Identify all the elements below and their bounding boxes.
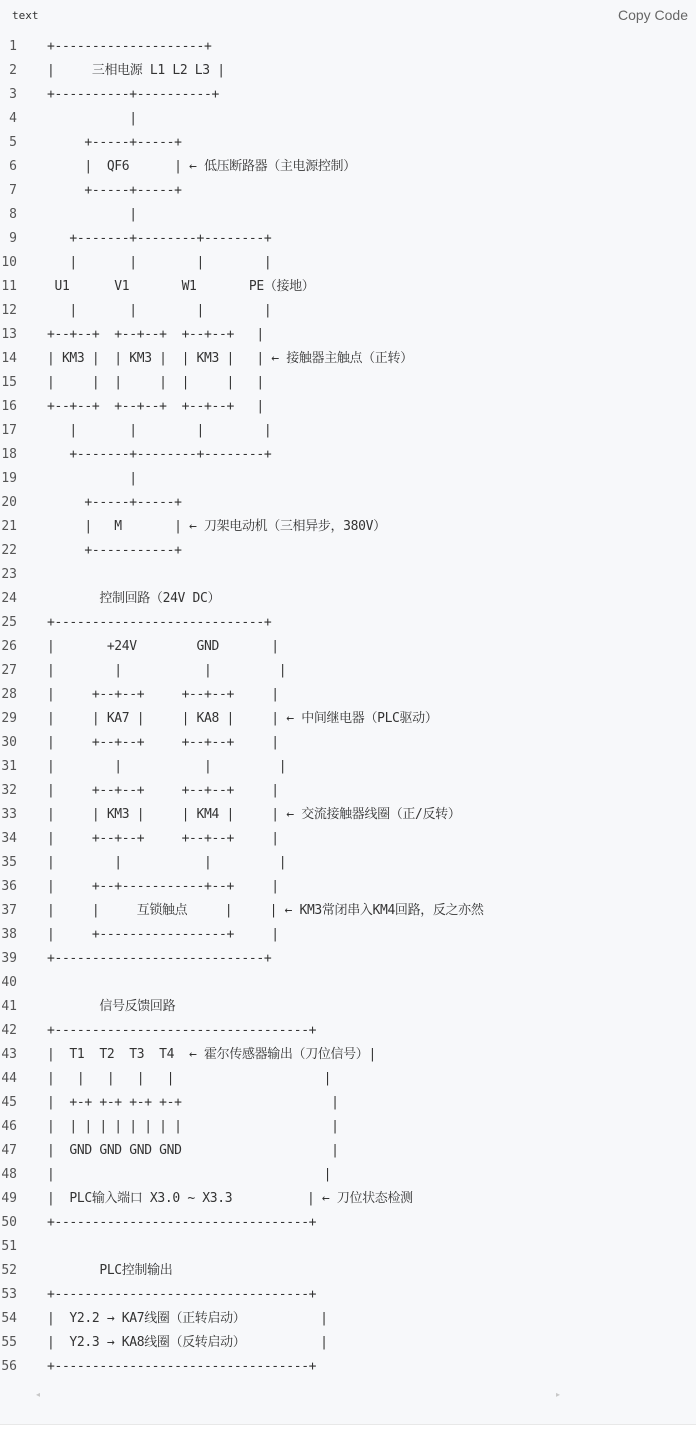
line-text: | KM3 | | KM3 | | KM3 | | ← 接触器主触点（正转） <box>47 351 413 366</box>
line-number: 5 <box>9 135 17 150</box>
line-number: 48 <box>1 1167 17 1182</box>
line-text: | | <box>47 1167 332 1182</box>
line-text: +----------+----------+ <box>47 87 219 102</box>
code-line <box>0 179 696 203</box>
code-line <box>0 899 696 923</box>
line-number: 53 <box>1 1287 17 1302</box>
code-line <box>0 611 696 635</box>
line-text: | | | | <box>47 759 287 774</box>
scroll-right-arrow-icon[interactable]: ▸ <box>555 1390 560 1399</box>
line-number: 46 <box>1 1119 17 1134</box>
code-header <box>0 0 696 34</box>
line-number: 10 <box>1 255 17 270</box>
line-number: 17 <box>1 423 17 438</box>
line-number: 14 <box>1 351 17 366</box>
line-number: 54 <box>1 1311 17 1326</box>
line-text: U1 V1 W1 PE（接地） <box>47 279 315 294</box>
code-line <box>0 683 696 707</box>
line-number: 6 <box>9 159 17 174</box>
code-line <box>0 467 696 491</box>
line-number: 31 <box>1 759 17 774</box>
line-text: | | | | <box>47 303 272 318</box>
line-text: +--+--+ +--+--+ +--+--+ | <box>47 327 264 342</box>
code-line <box>0 1139 696 1163</box>
code-content[interactable] <box>0 34 696 1404</box>
line-text: +-----------+ <box>47 543 182 558</box>
horizontal-scrollbar[interactable] <box>36 1390 560 1400</box>
line-text: +----------------------------+ <box>47 615 272 630</box>
line-text: +----------------------------------+ <box>47 1287 317 1302</box>
code-line <box>0 203 696 227</box>
line-number: 18 <box>1 447 17 462</box>
line-number: 41 <box>1 999 17 1014</box>
line-text: 信号反馈回路 <box>47 999 176 1014</box>
line-number: 24 <box>1 591 17 606</box>
line-number: 19 <box>1 471 17 486</box>
code-line <box>0 539 696 563</box>
code-line <box>0 299 696 323</box>
line-text: | | | | <box>47 663 287 678</box>
line-number: 11 <box>1 279 17 294</box>
line-text: +-----+-----+ <box>47 495 182 510</box>
line-number: 32 <box>1 783 17 798</box>
line-number: 2 <box>9 63 17 78</box>
line-number: 15 <box>1 375 17 390</box>
code-line <box>0 1259 696 1283</box>
scroll-left-arrow-icon[interactable]: ◂ <box>36 1390 41 1399</box>
line-number: 43 <box>1 1047 17 1062</box>
code-line <box>0 251 696 275</box>
line-text: +-----+-----+ <box>47 183 182 198</box>
line-text: | | 互锁触点 | | ← KM3常闭串入KM4回路，反之亦然 <box>47 903 484 918</box>
line-number: 42 <box>1 1023 17 1038</box>
line-text: | | | | <box>47 255 272 270</box>
line-number: 37 <box>1 903 17 918</box>
line-text: | | | | <box>47 855 287 870</box>
code-line <box>0 1355 696 1379</box>
line-text: +----------------------------+ <box>47 951 272 966</box>
line-text: | GND GND GND GND | <box>47 1143 339 1158</box>
line-number: 51 <box>1 1239 17 1254</box>
code-line <box>0 779 696 803</box>
code-line <box>0 347 696 371</box>
line-text: +----------------------------------+ <box>47 1023 317 1038</box>
line-number: 1 <box>9 39 17 54</box>
code-line <box>0 803 696 827</box>
line-number: 12 <box>1 303 17 318</box>
line-text: | | KA7 | | KA8 | | ← 中间继电器（PLC驱动） <box>47 711 438 726</box>
line-number: 50 <box>1 1215 17 1230</box>
line-text: | +24V GND | <box>47 639 279 654</box>
code-line <box>0 659 696 683</box>
line-number: 23 <box>1 567 17 582</box>
code-line <box>0 827 696 851</box>
code-line <box>0 1307 696 1331</box>
code-line <box>0 107 696 131</box>
line-text: PLC控制输出 <box>47 1263 173 1278</box>
line-text: | +--+-----------+--+ | <box>47 879 279 894</box>
code-line <box>0 59 696 83</box>
code-line <box>0 1235 696 1259</box>
code-line <box>0 83 696 107</box>
line-number: 21 <box>1 519 17 534</box>
line-number: 45 <box>1 1095 17 1110</box>
line-text: | <box>47 471 137 486</box>
code-line <box>0 1043 696 1067</box>
line-number: 27 <box>1 663 17 678</box>
line-text: | 三相电源 L1 L2 L3 | <box>47 63 225 78</box>
line-number: 38 <box>1 927 17 942</box>
line-number: 56 <box>1 1359 17 1374</box>
line-text: +----------------------------------+ <box>47 1215 317 1230</box>
line-text: | Y2.2 → KA7线圈（正转启动） | <box>47 1311 328 1326</box>
line-text: | +--+--+ +--+--+ | <box>47 687 279 702</box>
code-line <box>0 1187 696 1211</box>
line-text: +--+--+ +--+--+ +--+--+ | <box>47 399 264 414</box>
line-number: 13 <box>1 327 17 342</box>
line-text: | +-+ +-+ +-+ +-+ | <box>47 1095 339 1110</box>
line-text: | +--+--+ +--+--+ | <box>47 831 279 846</box>
code-line <box>0 1163 696 1187</box>
line-text: | Y2.3 → KA8线圈（反转启动） | <box>47 1335 328 1350</box>
line-number: 33 <box>1 807 17 822</box>
line-number: 16 <box>1 399 17 414</box>
line-number: 40 <box>1 975 17 990</box>
code-line <box>0 1115 696 1139</box>
line-number: 22 <box>1 543 17 558</box>
code-line <box>0 1283 696 1307</box>
language-label: text <box>12 9 39 22</box>
line-text: | PLC输入端口 X3.0 ~ X3.3 | ← 刀位状态检测 <box>47 1191 413 1206</box>
code-line <box>0 323 696 347</box>
code-line <box>0 851 696 875</box>
line-text: 控制回路（24V DC） <box>47 591 221 606</box>
code-line <box>0 35 696 59</box>
code-line <box>0 443 696 467</box>
line-number: 39 <box>1 951 17 966</box>
code-line <box>0 395 696 419</box>
code-line <box>0 1019 696 1043</box>
code-line <box>0 995 696 1019</box>
line-number: 7 <box>9 183 17 198</box>
line-number: 36 <box>1 879 17 894</box>
line-number: 49 <box>1 1191 17 1206</box>
line-number: 44 <box>1 1071 17 1086</box>
line-text: | | KM3 | | KM4 | | ← 交流接触器线圈（正/反转） <box>47 807 461 822</box>
code-line <box>0 947 696 971</box>
line-number: 4 <box>9 111 17 126</box>
line-number: 29 <box>1 711 17 726</box>
code-line <box>0 491 696 515</box>
line-text: | | | | <box>47 423 272 438</box>
line-number: 3 <box>9 87 17 102</box>
code-line <box>0 755 696 779</box>
code-line <box>0 587 696 611</box>
code-line <box>0 515 696 539</box>
code-line <box>0 227 696 251</box>
line-number: 52 <box>1 1263 17 1278</box>
code-line <box>0 1211 696 1235</box>
line-number: 8 <box>9 207 17 222</box>
line-text: | | | | | | | | | | <box>47 1119 339 1134</box>
bottom-divider <box>0 1424 696 1425</box>
code-line <box>0 1091 696 1115</box>
code-line <box>0 1067 696 1091</box>
line-text: | QF6 | ← 低压断路器（主电源控制） <box>47 159 356 174</box>
line-number: 20 <box>1 495 17 510</box>
line-number: 30 <box>1 735 17 750</box>
line-text: | | | | | | | <box>47 375 264 390</box>
line-text: | <box>47 207 137 222</box>
line-text: +-------+--------+--------+ <box>47 231 272 246</box>
code-line <box>0 731 696 755</box>
line-text: | +--+--+ +--+--+ | <box>47 783 279 798</box>
copy-code-button[interactable]: Copy Code <box>617 7 688 23</box>
line-text: +--------------------+ <box>47 39 212 54</box>
line-number: 25 <box>1 615 17 630</box>
code-line <box>0 131 696 155</box>
line-text: +-----+-----+ <box>47 135 182 150</box>
code-line <box>0 563 696 587</box>
code-line <box>0 419 696 443</box>
line-text: +-------+--------+--------+ <box>47 447 272 462</box>
line-text: | T1 T2 T3 T4 ← 霍尔传感器输出（刀位信号）| <box>47 1047 376 1062</box>
code-line <box>0 155 696 179</box>
line-text: | <box>47 111 137 126</box>
line-number: 35 <box>1 855 17 870</box>
code-line <box>0 971 696 995</box>
line-text: +----------------------------------+ <box>47 1359 317 1374</box>
code-line <box>0 275 696 299</box>
line-text: | +--+--+ +--+--+ | <box>47 735 279 750</box>
line-number: 47 <box>1 1143 17 1158</box>
code-line <box>0 1331 696 1355</box>
line-text: | M | ← 刀架电动机（三相异步，380V） <box>47 519 386 534</box>
line-text: | +-----------------+ | <box>47 927 279 942</box>
code-line <box>0 371 696 395</box>
line-text: | | | | | | <box>47 1071 332 1086</box>
code-line <box>0 707 696 731</box>
line-number: 26 <box>1 639 17 654</box>
line-number: 9 <box>9 231 17 246</box>
line-number: 34 <box>1 831 17 846</box>
line-number: 28 <box>1 687 17 702</box>
code-line <box>0 635 696 659</box>
code-line <box>0 875 696 899</box>
code-line <box>0 923 696 947</box>
line-number: 55 <box>1 1335 17 1350</box>
